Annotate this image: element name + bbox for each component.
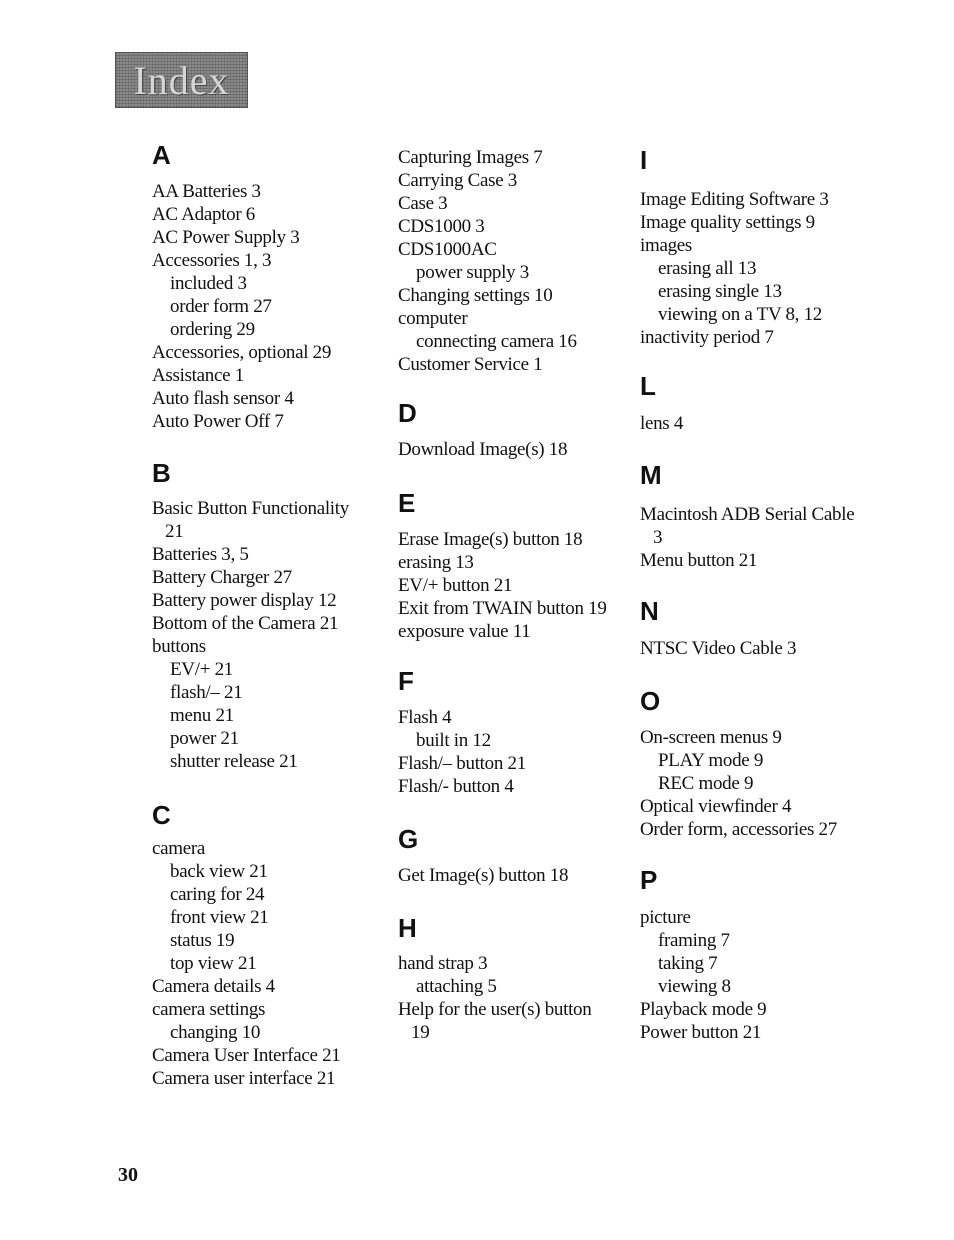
index-banner <box>115 52 248 108</box>
index-entry: On-screen menus 9 <box>640 727 782 748</box>
index-subentry: EV/+ 21 <box>170 659 233 680</box>
index-entry: Playback mode 9 <box>640 999 767 1020</box>
index-entry: Changing settings 10 <box>398 285 553 306</box>
index-subentry: power supply 3 <box>416 262 529 283</box>
index-subentry: power 21 <box>170 728 239 749</box>
index-entry: computer <box>398 308 468 329</box>
index-entry: Flash/– button 21 <box>398 753 526 774</box>
index-entry: Capturing Images 7 <box>398 147 543 168</box>
index-entry: Macintosh ADB Serial Cable <box>640 504 855 525</box>
index-subentry: erasing single 13 <box>658 281 782 302</box>
index-entry: erasing 13 <box>398 552 474 573</box>
index-entry: Image Editing Software 3 <box>640 189 829 210</box>
index-subentry: shutter release 21 <box>170 751 298 772</box>
index-subentry: front view 21 <box>170 907 269 928</box>
index-entry: Battery Charger 27 <box>152 567 292 588</box>
section-letter-l: L <box>640 371 656 401</box>
section-letter-o: O <box>640 686 661 716</box>
index-entry: Accessories 1, 3 <box>152 250 272 271</box>
index-entry: images <box>640 235 693 256</box>
index-entry: hand strap 3 <box>398 953 488 974</box>
index-entry: Batteries 3, 5 <box>152 544 249 565</box>
index-entry: Get Image(s) button 18 <box>398 865 569 886</box>
index-entry: Customer Service 1 <box>398 354 543 375</box>
index-entry: EV/+ button 21 <box>398 575 513 596</box>
index-entry: 19 <box>411 1022 430 1043</box>
index-entry: lens 4 <box>640 413 684 434</box>
index-entry: Case 3 <box>398 193 448 214</box>
index-entry: Basic Button Functionality <box>152 498 349 519</box>
index-entry: Carrying Case 3 <box>398 170 517 191</box>
index-entry: Power button 21 <box>640 1022 762 1043</box>
index-entry: exposure value 11 <box>398 621 531 642</box>
index-entry: Flash 4 <box>398 707 452 728</box>
index-subentry: order form 27 <box>170 296 272 317</box>
index-entry: buttons <box>152 636 206 657</box>
index-entry: Download Image(s) 18 <box>398 439 568 460</box>
index-entry: AA Batteries 3 <box>152 181 261 202</box>
index-entry: Auto flash sensor 4 <box>152 388 294 409</box>
index-entry: Camera User Interface 21 <box>152 1045 341 1066</box>
index-entry: CDS1000 3 <box>398 216 485 237</box>
section-letter-e: E <box>398 488 416 518</box>
section-letter-c: C <box>152 800 171 830</box>
index-entry: camera <box>152 838 206 859</box>
index-entry: Camera user interface 21 <box>152 1068 336 1089</box>
index-entry: Auto Power Off 7 <box>152 411 284 432</box>
index-entry: Bottom of the Camera 21 <box>152 613 339 634</box>
index-entry: Flash/- button 4 <box>398 776 514 797</box>
section-letter-f: F <box>398 666 414 696</box>
index-entry: Help for the user(s) button <box>398 999 592 1020</box>
index-subentry: status 19 <box>170 930 235 951</box>
index-subentry: erasing all 13 <box>658 258 757 279</box>
index-subentry: included 3 <box>170 273 247 294</box>
section-letter-n: N <box>640 596 659 626</box>
index-entry: AC Power Supply 3 <box>152 227 300 248</box>
index-entry: Assistance 1 <box>152 365 244 386</box>
index-entry: inactivity period 7 <box>640 327 774 348</box>
index-subentry: connecting camera 16 <box>416 331 577 352</box>
index-subentry: taking 7 <box>658 953 718 974</box>
index-title: Index <box>133 57 230 103</box>
index-subentry: flash/– 21 <box>170 682 243 703</box>
index-entry: picture <box>640 907 691 928</box>
index-entry: Optical viewfinder 4 <box>640 796 792 817</box>
index-entry: Camera details 4 <box>152 976 275 997</box>
index-entry: Battery power display 12 <box>152 590 337 611</box>
index-subentry: attaching 5 <box>416 976 497 997</box>
index-subentry: built in 12 <box>416 730 491 751</box>
section-letter-p: P <box>640 865 658 895</box>
index-entry: NTSC Video Cable 3 <box>640 638 797 659</box>
index-entry: Order form, accessories 27 <box>640 819 837 840</box>
section-letter-h: H <box>398 913 417 943</box>
index-entry: Image quality settings 9 <box>640 212 815 233</box>
index-subentry: REC mode 9 <box>658 773 754 794</box>
index-subentry: back view 21 <box>170 861 268 882</box>
section-letter-d: D <box>398 398 417 428</box>
index-entry: AC Adaptor 6 <box>152 204 256 225</box>
page-number: 30 <box>118 1164 138 1186</box>
section-letter-a: A <box>152 140 171 170</box>
index-entry: Menu button 21 <box>640 550 758 571</box>
index-entry: 3 <box>653 527 663 548</box>
index-subentry: PLAY mode 9 <box>658 750 764 771</box>
index-entry: 21 <box>165 521 184 542</box>
index-subentry: caring for 24 <box>170 884 265 905</box>
section-letter-m: M <box>640 460 662 490</box>
index-entry: Erase Image(s) button 18 <box>398 529 583 550</box>
index-subentry: top view 21 <box>170 953 257 974</box>
index-subentry: menu 21 <box>170 705 234 726</box>
index-subentry: changing 10 <box>170 1022 261 1043</box>
index-subentry: viewing 8 <box>658 976 731 997</box>
section-letter-b: B <box>152 458 171 488</box>
index-entry: camera settings <box>152 999 266 1020</box>
section-letter-i: I <box>640 145 648 175</box>
index-entry: CDS1000AC <box>398 239 497 260</box>
index-entry: Accessories, optional 29 <box>152 342 332 363</box>
index-entry: Exit from TWAIN button 19 <box>398 598 607 619</box>
index-subentry: viewing on a TV 8, 12 <box>658 304 822 325</box>
index-subentry: ordering 29 <box>170 319 255 340</box>
index-subentry: framing 7 <box>658 930 730 951</box>
section-letter-g: G <box>398 824 419 854</box>
